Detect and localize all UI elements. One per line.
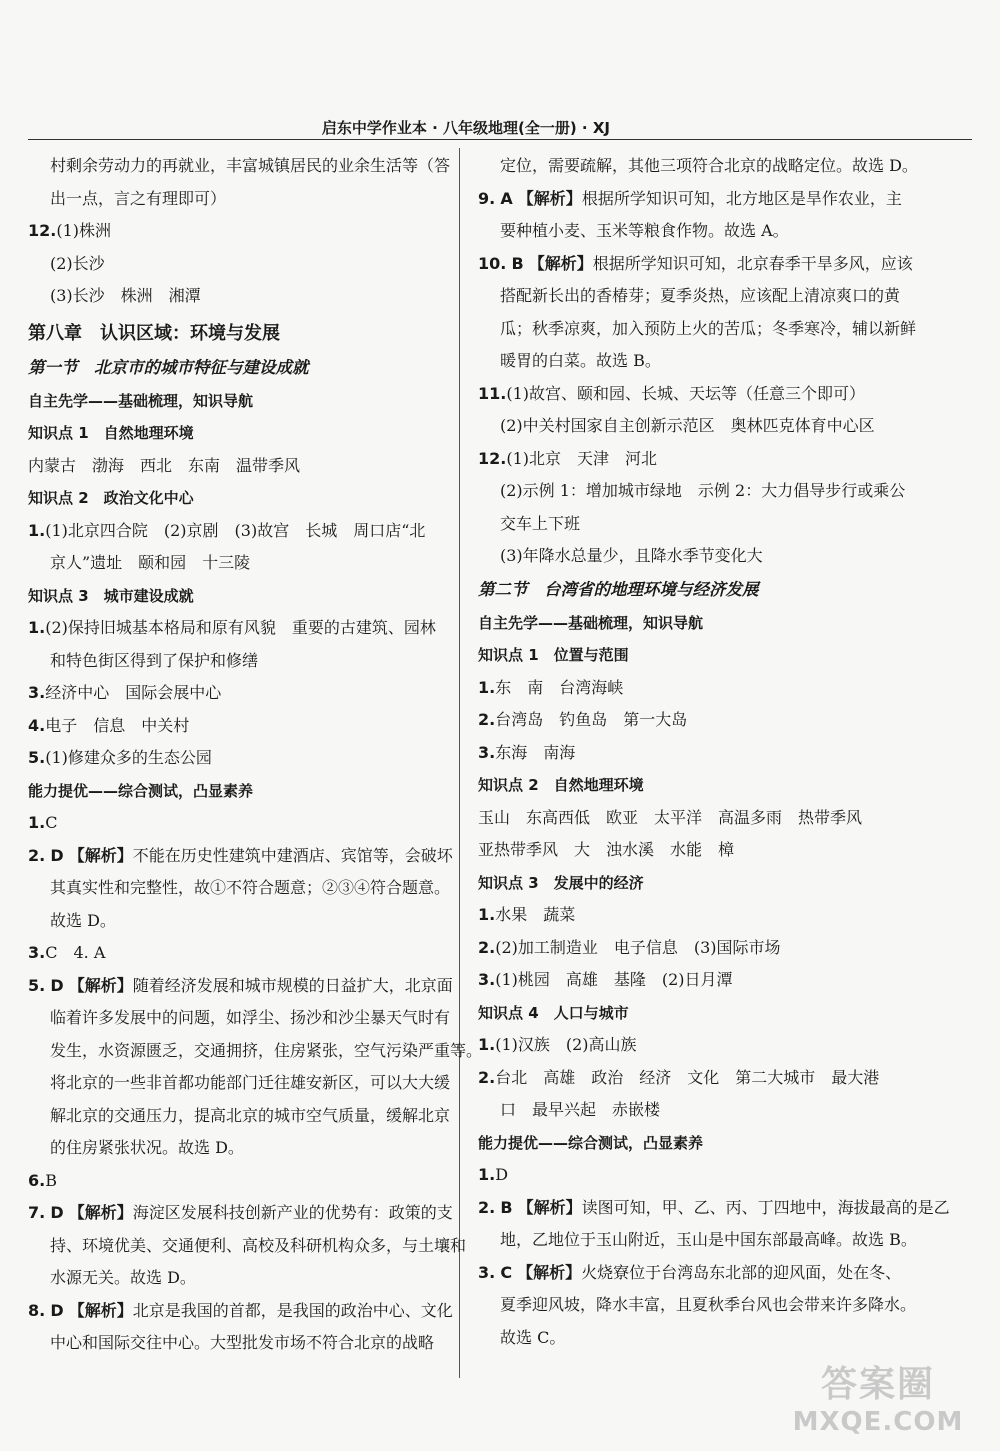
line-text: 故选 D。 xyxy=(50,910,116,930)
answer-item xyxy=(28,742,448,775)
analysis-tag: 【解析】 xyxy=(517,1197,582,1217)
sub-heading: 自主先学——基础梳理，知识导航 xyxy=(28,391,254,410)
item-number: 1. xyxy=(28,813,46,832)
text-line xyxy=(28,1327,448,1360)
item-number: 12. xyxy=(478,448,507,468)
line-text: 将北京的一些非首都功能部门迁往雄安新区，可以大大缓 xyxy=(50,1073,451,1092)
text-line xyxy=(28,872,451,905)
text-line xyxy=(478,802,918,835)
line-text: 的住房紧张状况。故选 D。 xyxy=(50,1138,244,1157)
answer-item xyxy=(28,1295,453,1360)
analysis-tag: 【解析】 xyxy=(68,975,133,995)
text-line xyxy=(28,742,448,775)
text-line xyxy=(28,1067,451,1100)
line-text: 定位，需要疏解，其他三项符合北京的战略定位。故选 D。 xyxy=(500,156,918,175)
text-line xyxy=(478,672,918,705)
sub-heading: 能力提优——综合测试，凸显素养 xyxy=(28,781,254,800)
page-header xyxy=(30,117,970,138)
answer-item xyxy=(478,183,918,248)
text-line xyxy=(478,1029,918,1062)
item-number: 1. xyxy=(478,1035,496,1054)
answer-item xyxy=(28,937,448,970)
text-line xyxy=(28,1100,451,1133)
answer-item xyxy=(28,1165,448,1198)
answer-choice: D xyxy=(50,975,64,995)
answer-item xyxy=(478,1029,918,1062)
text-line xyxy=(28,547,448,580)
line-text: C 4. A xyxy=(45,943,106,962)
text-line xyxy=(28,970,453,1003)
answer-item xyxy=(478,1257,918,1355)
answer-item xyxy=(28,710,448,743)
text-block xyxy=(28,150,451,215)
answer-choice: A xyxy=(500,188,513,208)
answer-item xyxy=(28,612,448,677)
line-text: (3)年降水总量少，且降水季节变化大 xyxy=(500,546,763,565)
line-text: 电子 信息 中关村 xyxy=(45,715,190,735)
line-text: D xyxy=(495,1165,509,1184)
item-number: 2. xyxy=(478,710,496,729)
item-number: 6. xyxy=(28,1170,46,1190)
answer-item xyxy=(478,899,918,932)
line-text: 火烧寮位于台湾岛东北部的迎风面，处在冬、 xyxy=(581,1262,902,1282)
text-block xyxy=(28,248,448,281)
text-line xyxy=(478,378,918,411)
section-heading: 第二节 台湾省的地理环境与经济发展 xyxy=(478,579,759,599)
text-line xyxy=(28,840,453,873)
text-line xyxy=(28,1295,453,1328)
text-line xyxy=(478,280,918,313)
line-text: (2)保持旧城基本格局和原有风貌 重要的古建筑、园林 xyxy=(45,618,436,637)
line-text: 村剩余劳动力的再就业，丰富城镇居民的业余生活等（答 xyxy=(50,156,451,175)
text-line xyxy=(478,964,918,997)
text-line xyxy=(28,645,448,678)
answer-item xyxy=(28,840,453,938)
line-text: (2)加工制造业 电子信息 (3)国际市场 xyxy=(495,937,781,957)
item-number: 1. xyxy=(478,1165,496,1184)
text-line xyxy=(478,1322,918,1355)
answer-item xyxy=(478,964,918,997)
analysis-tag: 【解析】 xyxy=(517,188,582,208)
line-text: 水果 蔬菜 xyxy=(495,905,576,924)
line-text: 临着许多发展中的问题，如浮尘、扬沙和沙尘暴天气时有 xyxy=(50,1008,451,1027)
line-text: 中心和国际交往中心。大型批发市场不符合北京的战略 xyxy=(50,1333,435,1352)
line-text: 交车上下班 xyxy=(500,513,581,533)
knowledge-point-heading: 知识点 3 发展中的经济 xyxy=(478,873,644,892)
text-line xyxy=(28,937,448,970)
answer-choice: C xyxy=(500,1262,513,1282)
answer-item xyxy=(478,1062,918,1127)
line-text: (2)示例 1：增加城市绿地 示例 2：大力倡导步行或乘公 xyxy=(500,481,906,500)
item-number: 12. xyxy=(28,221,57,240)
item-number: 3. xyxy=(478,970,496,989)
text-line xyxy=(478,215,918,248)
text-line xyxy=(478,1159,918,1192)
line-text: 和特色街区得到了保护和修缮 xyxy=(50,650,259,670)
item-number: 3. xyxy=(478,742,496,762)
item-number: 5. xyxy=(28,748,46,767)
text-line xyxy=(478,540,918,573)
item-number: 1. xyxy=(478,677,496,697)
line-text: 暖胃的白菜。故选 B。 xyxy=(500,351,661,370)
line-text: 解北京的交通压力，提高北京的城市空气质量，缓解北京 xyxy=(50,1105,451,1125)
text-block xyxy=(28,280,448,313)
line-text: 台北 高雄 政治 经济 文化 第二大城市 最大港 xyxy=(495,1067,880,1087)
text-line xyxy=(28,1002,451,1035)
answer-item xyxy=(28,970,483,1165)
line-text: 地，乙地位于玉山附近，玉山是中国东部最高峰。故选 B。 xyxy=(500,1230,917,1249)
line-text: (1)株洲 xyxy=(56,221,112,240)
text-line xyxy=(478,1257,918,1290)
text-line xyxy=(28,807,448,840)
text-line xyxy=(478,313,918,346)
line-text: (1)汉族 (2)高山族 xyxy=(495,1035,637,1054)
line-text: 读图可知，甲、乙、丙、丁四地中，海拔最高的是乙 xyxy=(581,1197,950,1217)
answer-item xyxy=(478,737,918,770)
text-line xyxy=(28,215,448,248)
answer-item xyxy=(478,704,918,737)
analysis-tag: 【解析】 xyxy=(517,1262,582,1282)
text-line xyxy=(28,1262,448,1295)
text-line xyxy=(28,280,448,313)
answer-item xyxy=(28,515,448,580)
item-number: 1. xyxy=(28,618,46,637)
line-text: 根据所学知识可知，北方地区是旱作农业，主 xyxy=(581,188,902,208)
item-number: 8. xyxy=(28,1300,46,1320)
answer-choice: B xyxy=(500,1197,513,1217)
answer-item xyxy=(478,443,918,573)
line-text: (1)北京四合院 (2)京剧 (3)故宫 长城 周口店“北 xyxy=(45,520,426,540)
line-text: 东海 南海 xyxy=(495,742,576,762)
item-number: 4. xyxy=(28,715,46,735)
text-block xyxy=(478,150,918,183)
knowledge-point-heading: 知识点 2 政治文化中心 xyxy=(28,489,194,507)
text-line xyxy=(478,1192,950,1225)
text-line xyxy=(478,1289,918,1322)
answer-item xyxy=(478,672,918,705)
text-line xyxy=(28,1230,467,1263)
line-text: 其真实性和完整性，故①不符合题意；②③④符合题意。 xyxy=(50,878,451,897)
text-line xyxy=(28,1165,448,1198)
text-line xyxy=(28,1035,483,1068)
text-line xyxy=(28,183,448,216)
line-text: 瓜；秋季凉爽，加入预防上火的苦瓜；冬季寒冷，辅以新鲜 xyxy=(500,318,917,338)
text-line xyxy=(28,515,448,548)
text-line xyxy=(28,1132,448,1165)
text-line xyxy=(478,443,918,476)
item-number: 1. xyxy=(28,520,46,540)
answer-item xyxy=(28,677,448,710)
answer-choice: D xyxy=(50,1203,64,1222)
line-text: 发生，水资源匮乏，交通拥挤，住房紧张，空气污染严重等。 xyxy=(50,1040,483,1060)
answer-item xyxy=(478,378,918,443)
watermark-logo-text: 答案圈 xyxy=(820,1364,935,1405)
sub-heading: 能力提优——综合测试，凸显素养 xyxy=(478,1133,704,1152)
line-text: 经济中心 国际会展中心 xyxy=(45,683,222,702)
line-text: 北京是我国的首都，是我国的政治中心、文化 xyxy=(132,1300,453,1320)
text-line xyxy=(478,183,918,216)
text-line xyxy=(478,1224,918,1257)
answer-item xyxy=(28,1197,467,1295)
item-number: 2. xyxy=(28,845,46,865)
text-line xyxy=(28,450,448,483)
item-number: 9. xyxy=(478,188,496,208)
item-number: 10. xyxy=(478,253,507,273)
knowledge-point-heading: 知识点 1 自然地理环境 xyxy=(28,424,194,442)
knowledge-point-heading: 知识点 2 自然地理环境 xyxy=(478,776,644,794)
line-text: (2)长沙 xyxy=(50,253,105,273)
line-text: 亚热带季风 大 浊水溪 水能 樟 xyxy=(478,840,735,859)
text-line xyxy=(28,150,451,183)
item-number: 3. xyxy=(478,1262,496,1282)
section-heading: 第一节 北京市的城市特征与建设成就 xyxy=(28,357,309,377)
item-number: 3. xyxy=(28,683,46,702)
line-text: (1)故宫、颐和园、长城、天坛等（任意三个即可） xyxy=(506,383,866,403)
line-text: 京人”遗址 颐和园 十三陵 xyxy=(50,553,251,572)
item-number: 5. xyxy=(28,975,46,995)
text-line xyxy=(478,345,918,378)
right-column xyxy=(478,150,950,1354)
text-line xyxy=(28,710,448,743)
analysis-tag: 【解析】 xyxy=(528,253,593,273)
text-block xyxy=(478,802,918,867)
line-text: 出一点，言之有理即可） xyxy=(50,188,227,208)
text-line xyxy=(28,1197,453,1230)
header-title: 启东中学作业本 · 八年级地理(全一册) · XJ xyxy=(321,119,610,137)
item-number: 11. xyxy=(478,383,507,403)
item-number: 3. xyxy=(28,943,46,962)
text-block xyxy=(28,450,448,483)
text-line xyxy=(28,248,448,281)
text-line xyxy=(478,1062,918,1095)
line-text: 随着经济发展和城市规模的日益扩大，北京面 xyxy=(132,975,453,995)
line-text: 海淀区发展科技创新产业的优势有：政策的支 xyxy=(132,1203,453,1222)
answer-choice: D xyxy=(50,1300,64,1320)
watermark xyxy=(778,1363,978,1441)
text-line xyxy=(28,677,448,710)
line-text: 台湾岛 钓鱼岛 第一大岛 xyxy=(495,710,688,729)
answer-item xyxy=(478,1159,918,1192)
line-text: 要种植小麦、玉米等粮食作物。故选 A。 xyxy=(500,221,789,240)
line-text: B xyxy=(45,1170,57,1190)
text-line xyxy=(28,905,448,938)
answer-item xyxy=(478,932,918,965)
left-column xyxy=(28,150,483,1360)
item-number: 2. xyxy=(478,1197,496,1217)
text-line xyxy=(478,248,918,281)
text-line xyxy=(478,932,918,965)
text-line xyxy=(478,150,918,183)
line-text: (1)桃园 高雄 基隆 (2)日月潭 xyxy=(495,970,733,989)
text-line xyxy=(28,612,448,645)
text-line xyxy=(478,704,918,737)
text-line xyxy=(478,410,918,443)
analysis-tag: 【解析】 xyxy=(68,1203,133,1222)
text-line xyxy=(478,737,918,770)
line-text: (1)北京 天津 河北 xyxy=(506,448,658,468)
text-line xyxy=(478,508,918,541)
line-text: 内蒙古 渤海 西北 东南 温带季风 xyxy=(28,455,301,475)
analysis-tag: 【解析】 xyxy=(68,845,133,865)
text-line xyxy=(478,1094,918,1127)
sub-heading: 自主先学——基础梳理，知识导航 xyxy=(478,613,704,632)
line-text: (3)长沙 株洲 湘潭 xyxy=(50,286,201,305)
item-number: 2. xyxy=(478,1067,496,1087)
chapter-heading: 第八章 认识区域：环境与发展 xyxy=(28,322,280,344)
line-text: 玉山 东高西低 欧亚 太平洋 高温多雨 热带季风 xyxy=(478,807,863,827)
analysis-tag: 【解析】 xyxy=(68,1300,133,1320)
text-line xyxy=(478,834,918,867)
line-text: (2)中关村国家自主创新示范区 奥林匹克体育中心区 xyxy=(500,416,875,435)
answer-item xyxy=(28,807,448,840)
item-number: 2. xyxy=(478,937,496,957)
line-text: 搭配新长出的香椿芽；夏季炎热，应该配上清凉爽口的黄 xyxy=(500,286,901,305)
answer-item xyxy=(478,1192,950,1257)
answer-item xyxy=(478,248,918,378)
text-line xyxy=(478,899,918,932)
line-text: 水源无关。故选 D。 xyxy=(50,1268,196,1287)
answer-item xyxy=(28,215,448,248)
line-text: (1)修建众多的生态公园 xyxy=(45,748,212,767)
line-text: 故选 C。 xyxy=(500,1327,566,1347)
line-text: C xyxy=(45,813,58,832)
line-text: 夏季迎风坡，降水丰富，且夏秋季台风也会带来许多降水。 xyxy=(500,1295,917,1314)
line-text: 持、环境优美、交通便利、高校及科研机构众多，与土壤和 xyxy=(50,1235,467,1255)
answer-choice: D xyxy=(50,845,64,865)
header-rule xyxy=(28,139,972,140)
answer-choice: B xyxy=(511,253,524,273)
watermark-url: MXQE.COM xyxy=(792,1407,964,1437)
line-text: 东 南 台湾海峡 xyxy=(495,677,624,697)
knowledge-point-heading: 知识点 3 城市建设成就 xyxy=(28,586,194,605)
line-text: 口 最早兴起 赤嵌楼 xyxy=(500,1100,661,1119)
knowledge-point-heading: 知识点 1 位置与范围 xyxy=(478,646,629,664)
line-text: 不能在历史性建筑中建酒店、宾馆等，会破坏 xyxy=(132,845,453,865)
text-line xyxy=(478,475,918,508)
line-text: 根据所学知识可知，北京春季干旱多风，应该 xyxy=(592,253,913,273)
item-number: 7. xyxy=(28,1203,46,1222)
knowledge-point-heading: 知识点 4 人口与城市 xyxy=(478,1003,629,1022)
column-divider xyxy=(459,148,460,1378)
item-number: 1. xyxy=(478,905,496,924)
